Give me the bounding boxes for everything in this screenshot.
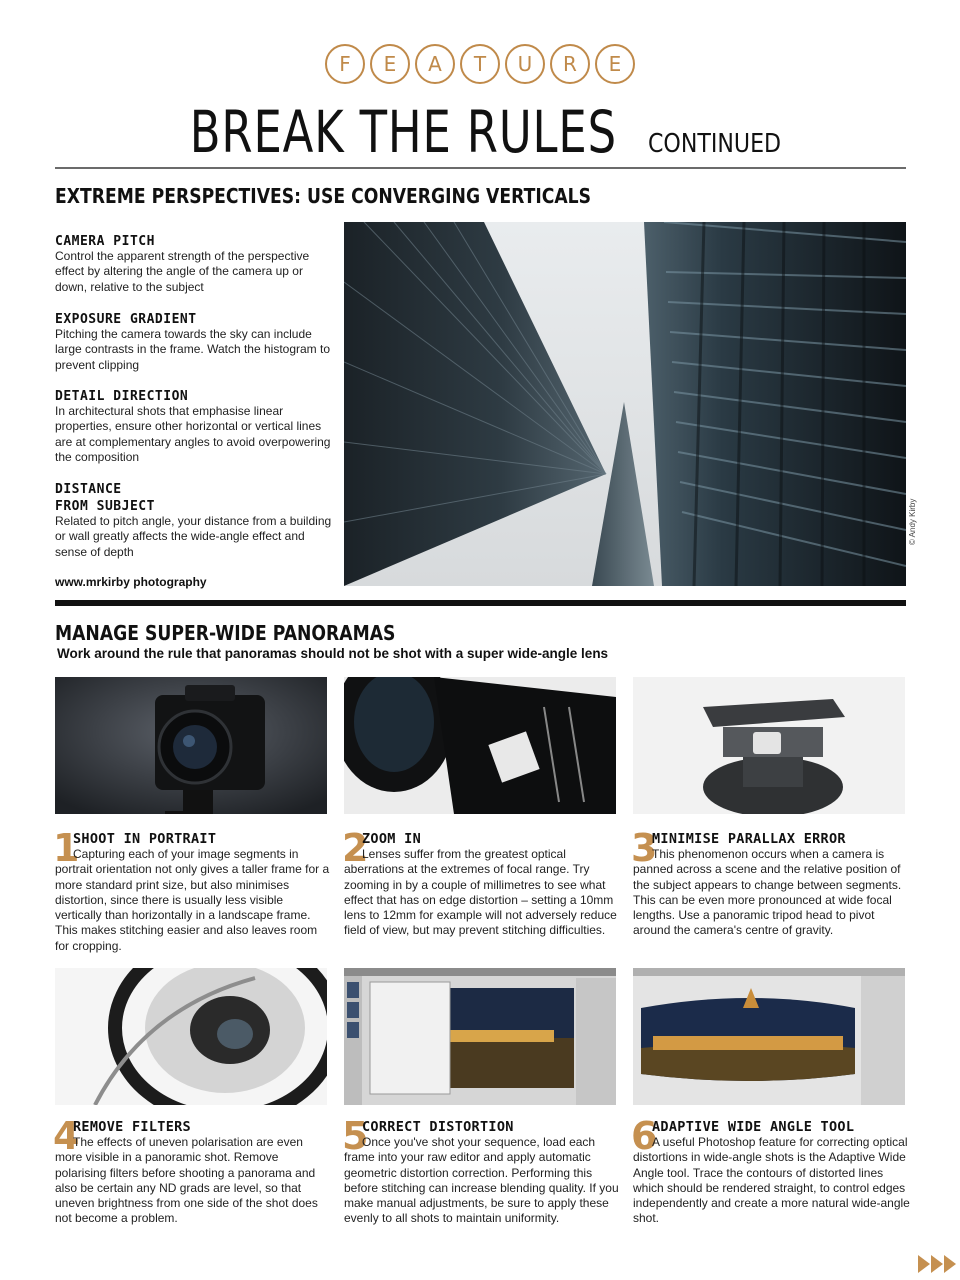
skyscraper-illustration xyxy=(344,222,906,586)
step-number: 5 xyxy=(342,1114,369,1158)
title-suffix: CONTINUED xyxy=(648,129,782,159)
hero-photo-skyscrapers xyxy=(344,222,906,586)
tip-heading: DETAIL DIRECTION xyxy=(55,389,189,404)
step-number: 3 xyxy=(631,826,658,870)
tip-heading: EXPOSURE GRADIENT xyxy=(55,312,197,327)
section-divider xyxy=(55,600,906,606)
step-body: This phenomenon occurs when a camera is panned across a scene and the relative position of the subject appears to change between segments. This can be even more pronounced at wide focal lengths. Use a panoramic tripod head to pivot around the camera's centre of gravity. xyxy=(633,847,902,938)
section-title-panoramas: MANAGE SUPER-WIDE PANORAMAS xyxy=(55,621,396,645)
feature-letter: U xyxy=(505,44,545,84)
feature-letter: R xyxy=(550,44,590,84)
tip-heading: FROM SUBJECT xyxy=(55,499,155,514)
feature-letter: E xyxy=(370,44,410,84)
step-body: Once you've shot your sequence, load each frame into your raw editor and apply automatic geometric distortion correction. Performing this before stitching can increase blending quality. If you make manual adjustments, be sure to apply these evenly to all shots to maintain uniformity. xyxy=(344,1135,619,1226)
step-title: CORRECT DISTORTION xyxy=(362,1119,514,1135)
photo-pano-head xyxy=(633,677,905,814)
tip-heading: DISTANCE xyxy=(55,482,122,497)
title-main: BREAK THE RULES xyxy=(189,98,618,166)
editor-screenshot-illustration xyxy=(344,968,616,1105)
step-title: ZOOM IN xyxy=(362,831,421,847)
filter-illustration xyxy=(55,968,327,1105)
camera-illustration xyxy=(55,677,327,814)
step-number: 2 xyxy=(342,826,369,870)
next-page-icon xyxy=(918,1254,958,1274)
step-body: Lenses suffer from the greatest optical aberrations at the extremes of focal range. Try zooming in by a couple of millimetres to see what effect that has on edge distortion – setting a 10mm lens to 12mm for example will not adversely reduce field of view, but may prevent stitching difficulties. xyxy=(344,847,617,938)
step-number: 6 xyxy=(631,1114,658,1158)
feature-letter: F xyxy=(325,44,365,84)
section-subtitle: Work around the rule that panoramas should not be shot with a super wide-angle lens xyxy=(57,646,609,661)
step-title: SHOOT IN PORTRAIT xyxy=(73,831,217,847)
step-title: MINIMISE PARALLAX ERROR xyxy=(652,831,846,847)
step-body: A useful Photoshop feature for correcting optical distortions in wide-angle shots is the Adaptive Wide Angle tool. Trace the contours of distorted lines which should be rendered straight, to control edges independently and create a more natural wide-angle shot. xyxy=(633,1135,910,1226)
tip-body: Control the apparent strength of the perspective effect by altering the angle of the camera up or down, relative to the subject xyxy=(55,249,310,294)
lens-illustration xyxy=(344,677,616,814)
step-title: ADAPTIVE WIDE ANGLE TOOL xyxy=(652,1119,855,1135)
photo-adaptive-wide-angle xyxy=(633,968,905,1105)
step-number: 4 xyxy=(53,1114,80,1158)
feature-label xyxy=(0,44,960,84)
website-link[interactable]: www.mrkirby photography xyxy=(55,575,207,589)
photo-credit: © Andy Kirby xyxy=(908,498,917,545)
tip-body: Pitching the camera towards the sky can include large contrasts in the frame. Watch the histogram to prevent clipping xyxy=(55,327,331,372)
tip-body: Related to pitch angle, your distance from a building or wall greatly affects the wide-angle effect and sense of depth xyxy=(55,514,332,559)
step-title: REMOVE FILTERS xyxy=(73,1119,191,1135)
feature-letter: A xyxy=(415,44,455,84)
page-title xyxy=(0,98,960,166)
step-body: Capturing each of your image segments in portrait orientation not only gives a taller frame for a more standard print size, but also minimises distortion, since there is usually less visible vertically than horizontally in a landscape frame. This makes stitching easier and also leaves room for cropping. xyxy=(55,847,330,953)
step-number: 1 xyxy=(53,826,80,870)
triple-chevron-icon[interactable] xyxy=(918,1254,958,1274)
section-title-perspectives: EXTREME PERSPECTIVES: USE CONVERGING VERTICALS xyxy=(55,184,592,208)
photo-raw-editor xyxy=(344,968,616,1105)
photo-camera-tripod xyxy=(55,677,327,814)
photoshop-illustration xyxy=(633,968,905,1105)
tip-body: In architectural shots that emphasise linear properties, ensure other horizontal or vertical lines are at complementary angles to avoid overpowering the composition xyxy=(55,404,331,465)
tip-heading: CAMERA PITCH xyxy=(55,234,155,249)
feature-letter: E xyxy=(595,44,635,84)
feature-letter: T xyxy=(460,44,500,84)
header-divider xyxy=(55,167,906,169)
tripod-head-illustration xyxy=(633,677,905,814)
photo-filter xyxy=(55,968,327,1105)
step-body: The effects of uneven polarisation are even more visible in a panoramic shot. Remove polarising filters before shooting a panorama and also be certain any ND grads are level, so that uneven brightness from one side of the shot does not become a problem. xyxy=(55,1135,318,1226)
photo-wide-lens xyxy=(344,677,616,814)
